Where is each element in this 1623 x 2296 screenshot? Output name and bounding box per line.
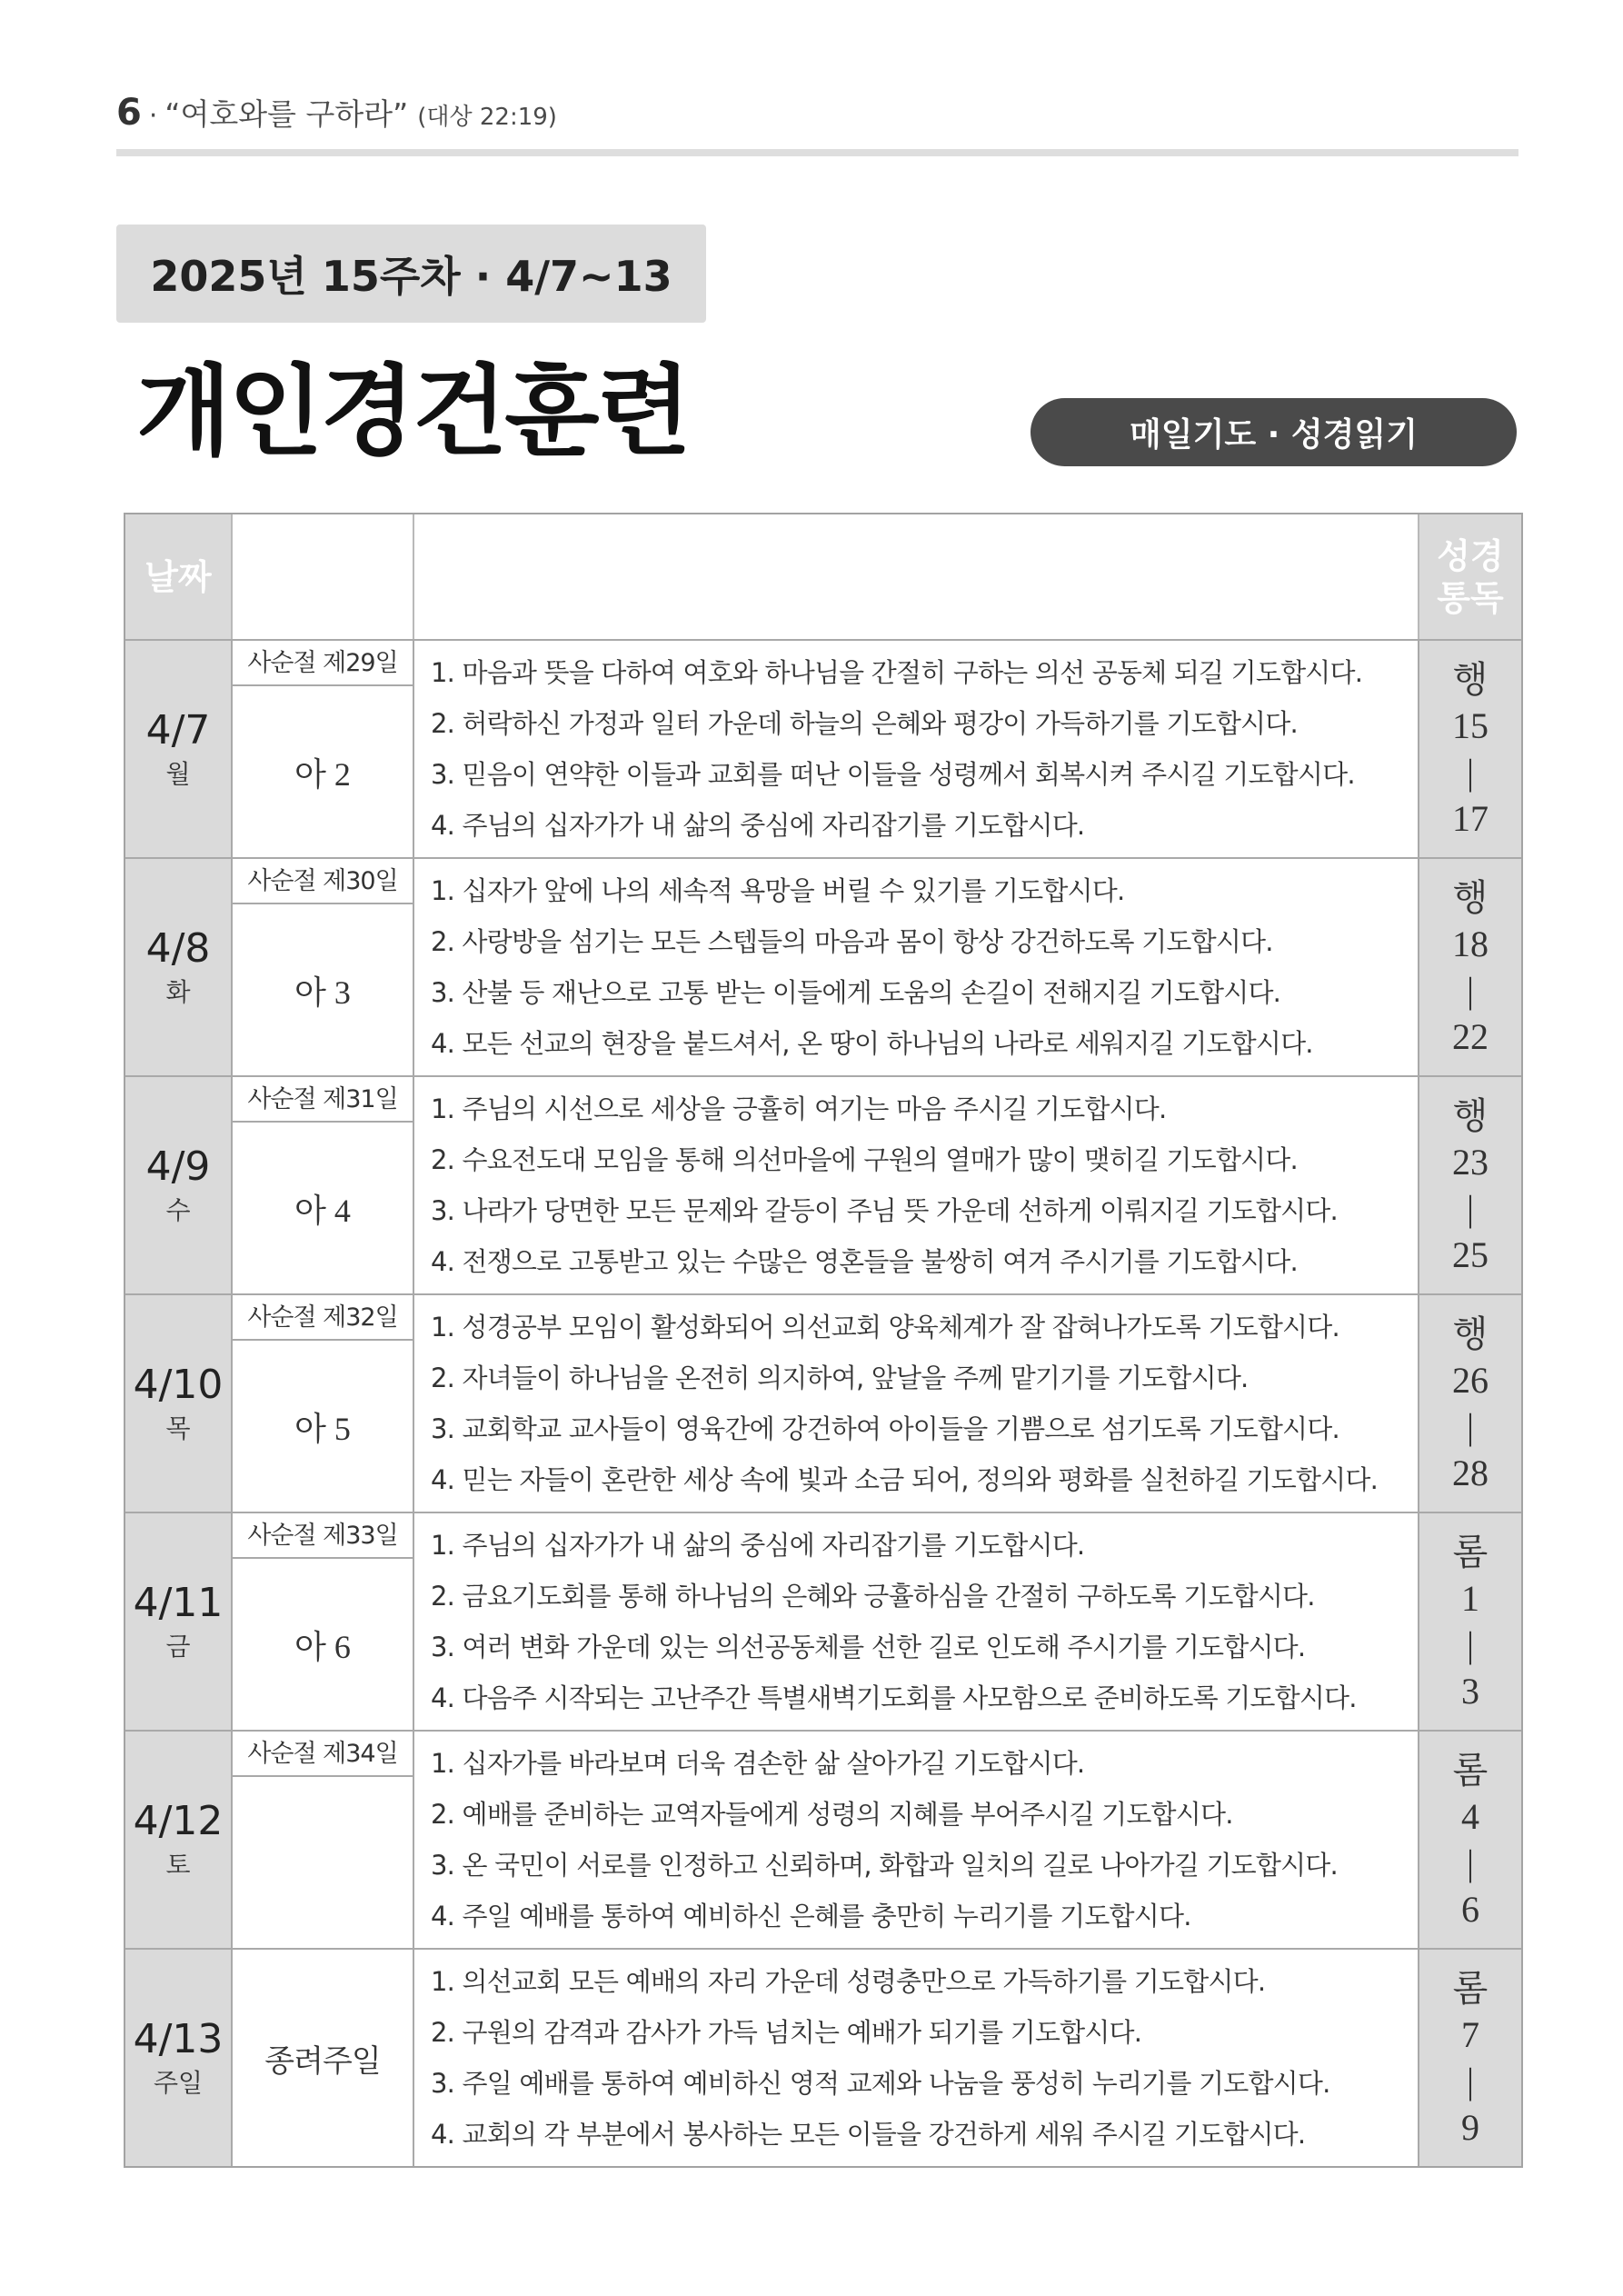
prayer-item: 3. 온 국민이 서로를 인정하고 신뢰하며, 화합과 일치의 길로 나아가길 기도합시다.: [431, 1850, 1338, 1881]
weekday: 주일: [153, 2068, 204, 2098]
header-bible-line1: 성경: [1437, 535, 1504, 576]
prayer-item: 1. 주님의 시선으로 세상을 긍휼히 여기는 마음 주시길 기도합시다.: [431, 1093, 1167, 1124]
prayer-cell: [414, 1513, 1419, 1730]
prayer-item: 3. 산불 등 재난으로 고통 받는 이들에게 도움의 손길이 전해지길 기도합시다.: [431, 977, 1281, 1008]
header-date: [125, 514, 233, 639]
prayer-item: 2. 자녀들이 하나님을 온전히 의지하여, 앞날을 주께 맡기기를 기도합시다.: [431, 1363, 1249, 1393]
date: 4/12: [133, 1798, 224, 1844]
week-box: [116, 225, 706, 323]
bible-book: 롬: [1452, 1750, 1489, 1791]
weekday: 목: [165, 1413, 191, 1443]
bible-cell: [1419, 1950, 1521, 2166]
bible-chapter-start: 4: [1461, 1796, 1479, 1837]
date-cell: [125, 1295, 233, 1512]
dawn-prayer-passage-empty: [233, 1777, 413, 1948]
bible-reading: [1419, 859, 1521, 1075]
bible-book: 행: [1452, 659, 1489, 700]
prayer-item: 1. 주님의 십자가가 내 삶의 중심에 자리잡기를 기도합시다.: [431, 1530, 1085, 1561]
week-label: 2025년 15주차 · 4/7~13: [150, 252, 672, 301]
special-day-label: 종려주일: [264, 2042, 381, 2080]
prayer-list: [414, 641, 1418, 857]
prayer-item: 4. 모든 선교의 현장을 붙드셔서, 온 땅이 하나님의 나라로 세워지길 기도합시다.: [431, 1028, 1313, 1059]
weekday: 수: [165, 1195, 191, 1225]
prayer-list: [414, 1295, 1418, 1512]
running-header: [116, 91, 557, 136]
bible-chapter-end: 22: [1452, 1016, 1489, 1057]
bible-chapter-end: 25: [1452, 1234, 1489, 1275]
date: 4/11: [133, 1580, 224, 1626]
lent-day-label: 사순절 제33일: [233, 1513, 413, 1559]
dawn-cell: [233, 1295, 414, 1512]
header-prayer: [414, 514, 1419, 639]
bible-chapter-start: 1: [1461, 1578, 1479, 1619]
bible-book: 행: [1452, 1095, 1489, 1136]
lent-day-label: 사순절 제31일: [233, 1077, 413, 1123]
bible-cell: [1419, 1295, 1521, 1512]
prayer-item: 1. 십자가를 바라보며 더욱 겸손한 삶 살아가길 기도합시다.: [431, 1748, 1085, 1779]
dawn-cell: [233, 859, 414, 1075]
bible-range-separator: |: [1466, 1624, 1474, 1665]
bible-range-separator: |: [1466, 2061, 1474, 2101]
prayer-list: [414, 1513, 1418, 1730]
prayer-item: 1. 십자가 앞에 나의 세속적 욕망을 버릴 수 있기를 기도합시다.: [431, 875, 1125, 906]
bible-reading: [1419, 1077, 1521, 1293]
header-dawn-line1: 새벽: [289, 535, 356, 576]
header-bible-line2: 통독: [1437, 577, 1504, 618]
date: 4/8: [145, 925, 211, 972]
date: 4/13: [133, 2016, 224, 2062]
bible-chapter-start: 23: [1452, 1142, 1489, 1183]
bible-chapter-end: 3: [1461, 1671, 1479, 1712]
date-cell: [125, 859, 233, 1075]
prayer-item: 4. 주님의 십자가가 내 삶의 중심에 자리잡기를 기도합시다.: [431, 810, 1085, 841]
day-row: [125, 857, 1521, 1075]
date: 4/9: [145, 1143, 211, 1190]
header-prayer-label: 기도제목: [849, 556, 983, 597]
header-theme: “여호와를 구하라”: [164, 96, 409, 132]
prayer-list: [414, 859, 1418, 1075]
day-row: [125, 1730, 1521, 1948]
lent-day-label: 사순절 제32일: [233, 1295, 413, 1341]
day-row: [125, 1948, 1521, 2166]
prayer-item: 4. 주일 예배를 통하여 예비하신 은혜를 충만히 누리기를 기도합시다.: [431, 1901, 1191, 1932]
prayer-item: 3. 나라가 당면한 모든 문제와 갈등이 주님 뜻 가운데 선하게 이뤄지길 기도합시다.: [431, 1195, 1338, 1226]
bible-reading: [1419, 1950, 1521, 2166]
date: 4/7: [145, 707, 211, 754]
prayer-list: [414, 1732, 1418, 1948]
prayer-item: 2. 예배를 준비하는 교역자들에게 성령의 지혜를 부어주시길 기도합시다.: [431, 1799, 1233, 1830]
prayer-item: 4. 전쟁으로 고통받고 있는 수많은 영혼들을 불쌍히 여겨 주시기를 기도합시다.: [431, 1246, 1298, 1277]
bible-range-separator: |: [1466, 1406, 1474, 1447]
bible-reading: [1419, 1295, 1521, 1512]
prayer-item: 2. 구원의 감격과 감사가 가득 넘치는 예배가 되기를 기도합시다.: [431, 2017, 1142, 2048]
dawn-prayer-passage: 아 5: [294, 1410, 351, 1447]
bible-reading: [1419, 1513, 1521, 1730]
day-row: [125, 1512, 1521, 1730]
prayer-item: 4. 믿는 자들이 혼란한 세상 속에 빛과 소금 되어, 정의와 평화를 실천하길 기도합시다.: [431, 1464, 1378, 1495]
prayer-item: 3. 주일 예배를 통하여 예비하신 영적 교제와 나눔을 풍성히 누리기를 기도합시다.: [431, 2068, 1330, 2099]
bible-cell: [1419, 1513, 1521, 1730]
prayer-item: 2. 금요기도회를 통해 하나님의 은혜와 긍휼하심을 간절히 구하도록 기도합시다.: [431, 1581, 1315, 1612]
lent-day-label: 사순절 제29일: [233, 641, 413, 686]
prayer-cell: [414, 641, 1419, 857]
prayer-item: 1. 성경공부 모임이 활성화되어 의선교회 양육체계가 잘 잡혀나가도록 기도합시다.: [431, 1312, 1339, 1343]
weekday: 월: [165, 759, 191, 789]
bible-range-separator: |: [1466, 1842, 1474, 1883]
prayer-cell: [414, 1732, 1419, 1948]
dawn-cell: [233, 641, 414, 857]
day-row: [125, 639, 1521, 857]
bible-reading: [1419, 641, 1521, 857]
date-cell: [125, 641, 233, 857]
prayer-item: 1. 마음과 뜻을 다하여 여호와 하나님을 간절히 구하는 의선 공동체 되길 기도합시다.: [431, 657, 1363, 688]
dawn-prayer-passage: 아 6: [294, 1628, 351, 1665]
bible-cell: [1419, 1732, 1521, 1948]
dawn-cell: [233, 1732, 414, 1948]
prayer-item: 3. 믿음이 연약한 이들과 교회를 떠난 이들을 성령께서 회복시켜 주시길 기도합시다.: [431, 759, 1355, 790]
prayer-list: [414, 1077, 1418, 1293]
prayer-item: 1. 의선교회 모든 예배의 자리 가운데 성령충만으로 가득하기를 기도합시다.: [431, 1966, 1266, 1997]
bible-chapter-end: 28: [1452, 1452, 1489, 1493]
table-header-row: [125, 514, 1521, 639]
prayer-cell: [414, 1295, 1419, 1512]
bible-range-separator: |: [1466, 752, 1474, 793]
bible-book: 행: [1452, 1313, 1489, 1354]
header-rule: [116, 149, 1518, 156]
prayer-item: 3. 교회학교 교사들이 영육간에 강건하여 아이들을 기쁨으로 섬기도록 기도합시다.: [431, 1413, 1339, 1444]
weekday: 토: [165, 1850, 191, 1880]
devotion-table: [124, 513, 1523, 2168]
date: 4/10: [133, 1362, 224, 1408]
header-reference: (대상 22:19): [417, 104, 557, 131]
lent-day-label: 사순절 제30일: [233, 859, 413, 904]
lent-day-label: 사순절 제34일: [233, 1732, 413, 1777]
bible-chapter-start: 26: [1452, 1360, 1489, 1401]
prayer-item: 2. 수요전도대 모임을 통해 의선마을에 구원의 열매가 많이 맺히길 기도합시다.: [431, 1144, 1298, 1175]
prayer-cell: [414, 1950, 1419, 2166]
prayer-cell: [414, 859, 1419, 1075]
dawn-prayer-passage: 아 2: [294, 755, 351, 793]
day-row: [125, 1075, 1521, 1293]
dawn-cell: [233, 1077, 414, 1293]
dawn-prayer-passage: 아 4: [294, 1192, 351, 1229]
dawn-cell: [233, 1513, 414, 1730]
prayer-item: 2. 사랑방을 섬기는 모든 스텝들의 마음과 몸이 항상 강건하도록 기도합시다.: [431, 926, 1273, 957]
bible-cell: [1419, 1077, 1521, 1293]
prayer-item: 3. 여러 변화 가운데 있는 의선공동체를 선한 길로 인도해 주시기를 기도합시다.: [431, 1632, 1306, 1662]
day-row: [125, 1293, 1521, 1512]
prayer-item: 2. 허락하신 가정과 일터 가운데 하늘의 은혜와 평강이 가득하기를 기도합시다.: [431, 708, 1298, 739]
header-dawn-line2: 기도회: [272, 577, 373, 618]
page-number: 6: [116, 92, 142, 134]
prayer-list: [414, 1950, 1418, 2166]
header-separator: ·: [148, 100, 158, 132]
date-cell: [125, 1513, 233, 1730]
bible-book: 행: [1452, 877, 1489, 918]
bible-cell: [1419, 641, 1521, 857]
bible-chapter-start: 18: [1452, 923, 1489, 964]
bible-chapter-start: 7: [1461, 2014, 1479, 2055]
prayer-item: 4. 다음주 시작되는 고난주간 특별새벽기도회를 사모함으로 준비하도록 기도합시다.: [431, 1682, 1357, 1713]
weekday: 화: [165, 977, 191, 1007]
bible-chapter-start: 15: [1452, 705, 1489, 746]
bible-chapter-end: 6: [1461, 1889, 1479, 1930]
header-bible: [1419, 514, 1521, 639]
bible-book: 롬: [1452, 1968, 1489, 2009]
bible-book: 롬: [1452, 1532, 1489, 1572]
page-title: 개인경건훈련: [136, 355, 689, 469]
date-cell: [125, 1732, 233, 1948]
bible-range-separator: |: [1466, 970, 1474, 1011]
header-dawn: [233, 514, 414, 639]
prayer-item: 4. 교회의 각 부분에서 봉사하는 모든 이들을 강건하게 세워 주시길 기도합시다.: [431, 2119, 1306, 2150]
dawn-cell: [233, 1950, 414, 2166]
bible-reading: [1419, 1732, 1521, 1948]
weekday: 금: [165, 1632, 191, 1662]
dawn-prayer-passage: 아 3: [294, 973, 351, 1011]
bible-range-separator: |: [1466, 1188, 1474, 1229]
date-cell: [125, 1077, 233, 1293]
section-pill-label: 매일기도 · 성경읽기: [1130, 416, 1418, 454]
section-pill: [1031, 398, 1517, 466]
bible-chapter-end: 17: [1452, 798, 1489, 839]
bible-cell: [1419, 859, 1521, 1075]
date-cell: [125, 1950, 233, 2166]
prayer-cell: [414, 1077, 1419, 1293]
header-date-label: 날짜: [144, 556, 212, 597]
bible-chapter-end: 9: [1461, 2107, 1479, 2148]
